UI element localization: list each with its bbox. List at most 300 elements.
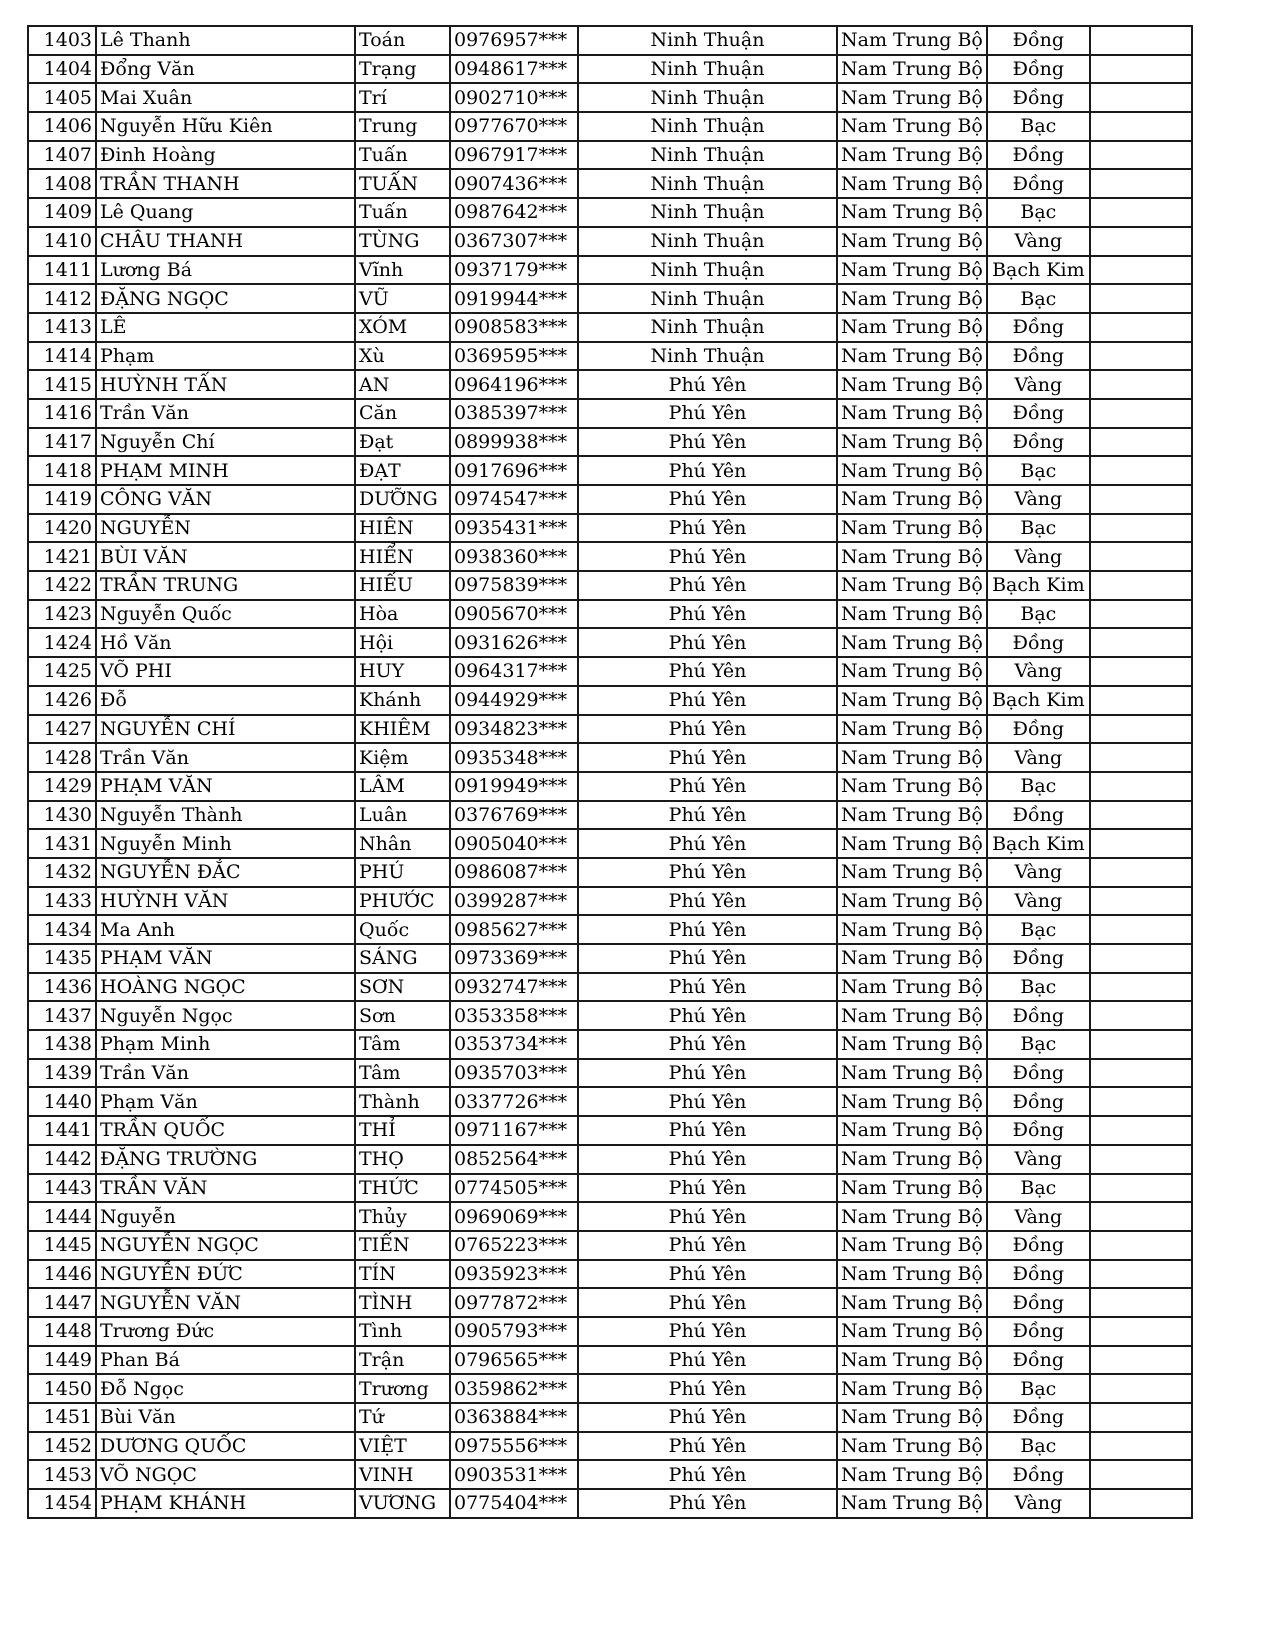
tier-cell: Đồng xyxy=(987,399,1090,428)
note-cell xyxy=(1090,342,1192,371)
phone-cell: 0931626*** xyxy=(450,628,578,657)
given-name-cell: Trí xyxy=(355,83,450,112)
table-row xyxy=(28,26,1192,55)
given-name-cell: Vĩnh xyxy=(355,256,450,285)
note-cell xyxy=(1090,944,1192,973)
tier-cell: Bạch Kim xyxy=(987,571,1090,600)
province-cell: Phú Yên xyxy=(578,1489,837,1518)
region-cell: Nam Trung Bộ xyxy=(837,1288,987,1317)
given-name-cell: HIẾU xyxy=(355,571,450,600)
note-cell xyxy=(1090,1374,1192,1403)
province-cell: Phú Yên xyxy=(578,1374,837,1403)
given-name-cell: Đạt xyxy=(355,428,450,457)
tier-cell: Vàng xyxy=(987,485,1090,514)
surname-cell: HUỲNH VĂN xyxy=(96,887,355,916)
region-cell: Nam Trung Bộ xyxy=(837,198,987,227)
province-cell: Phú Yên xyxy=(578,628,837,657)
province-cell: Phú Yên xyxy=(578,456,837,485)
province-cell: Phú Yên xyxy=(578,743,837,772)
surname-cell: Lương Bá xyxy=(96,256,355,285)
given-name-cell: TIẾN xyxy=(355,1231,450,1260)
surname-cell: ĐẶNG NGỌC xyxy=(96,284,355,313)
table-row xyxy=(28,801,1192,830)
tier-cell: Bạc xyxy=(987,514,1090,543)
note-cell xyxy=(1090,657,1192,686)
row-number-cell: 1403 xyxy=(28,26,96,55)
region-cell: Nam Trung Bộ xyxy=(837,1260,987,1289)
province-cell: Ninh Thuận xyxy=(578,284,837,313)
row-number-cell: 1451 xyxy=(28,1403,96,1432)
note-cell xyxy=(1090,858,1192,887)
table-row xyxy=(28,1346,1192,1375)
row-number-cell: 1413 xyxy=(28,313,96,342)
surname-cell: TRẦN TRUNG xyxy=(96,571,355,600)
given-name-cell: Hòa xyxy=(355,600,450,629)
note-cell xyxy=(1090,772,1192,801)
note-cell xyxy=(1090,1087,1192,1116)
region-cell: Nam Trung Bộ xyxy=(837,1174,987,1203)
phone-cell: 0774505*** xyxy=(450,1174,578,1203)
tier-cell: Đồng xyxy=(987,1116,1090,1145)
note-cell xyxy=(1090,1403,1192,1432)
phone-cell: 0964317*** xyxy=(450,657,578,686)
phone-cell: 0932747*** xyxy=(450,973,578,1002)
province-cell: Ninh Thuận xyxy=(578,198,837,227)
table-row xyxy=(28,1260,1192,1289)
row-number-cell: 1420 xyxy=(28,514,96,543)
phone-cell: 0935431*** xyxy=(450,514,578,543)
given-name-cell: PHÚ xyxy=(355,858,450,887)
tier-cell: Đồng xyxy=(987,628,1090,657)
province-cell: Ninh Thuận xyxy=(578,112,837,141)
surname-cell: Đổng Văn xyxy=(96,55,355,84)
tier-cell: Đồng xyxy=(987,1059,1090,1088)
given-name-cell: Thủy xyxy=(355,1202,450,1231)
province-cell: Phú Yên xyxy=(578,686,837,715)
note-cell xyxy=(1090,112,1192,141)
row-number-cell: 1448 xyxy=(28,1317,96,1346)
row-number-cell: 1429 xyxy=(28,772,96,801)
table-row xyxy=(28,1001,1192,1030)
note-cell xyxy=(1090,456,1192,485)
phone-cell: 0919944*** xyxy=(450,284,578,313)
tier-cell: Đồng xyxy=(987,715,1090,744)
row-number-cell: 1421 xyxy=(28,542,96,571)
region-cell: Nam Trung Bộ xyxy=(837,743,987,772)
row-number-cell: 1422 xyxy=(28,571,96,600)
region-cell: Nam Trung Bộ xyxy=(837,944,987,973)
note-cell xyxy=(1090,284,1192,313)
province-cell: Phú Yên xyxy=(578,1059,837,1088)
tier-cell: Vàng xyxy=(987,542,1090,571)
row-number-cell: 1442 xyxy=(28,1145,96,1174)
surname-cell: Nguyễn Hữu Kiên xyxy=(96,112,355,141)
table-row xyxy=(28,887,1192,916)
surname-cell: NGUYỄN VĂN xyxy=(96,1288,355,1317)
region-cell: Nam Trung Bộ xyxy=(837,485,987,514)
given-name-cell: Nhân xyxy=(355,829,450,858)
province-cell: Ninh Thuận xyxy=(578,313,837,342)
region-cell: Nam Trung Bộ xyxy=(837,342,987,371)
phone-cell: 0964196*** xyxy=(450,370,578,399)
region-cell: Nam Trung Bộ xyxy=(837,370,987,399)
note-cell xyxy=(1090,83,1192,112)
given-name-cell: TÙNG xyxy=(355,227,450,256)
province-cell: Phú Yên xyxy=(578,1145,837,1174)
surname-cell: Nguyễn Chí xyxy=(96,428,355,457)
row-number-cell: 1453 xyxy=(28,1460,96,1489)
row-number-cell: 1423 xyxy=(28,600,96,629)
given-name-cell: XÓM xyxy=(355,313,450,342)
note-cell xyxy=(1090,1202,1192,1231)
given-name-cell: HIÊN xyxy=(355,514,450,543)
note-cell xyxy=(1090,686,1192,715)
region-cell: Nam Trung Bộ xyxy=(837,1202,987,1231)
province-cell: Phú Yên xyxy=(578,915,837,944)
tier-cell: Đồng xyxy=(987,1001,1090,1030)
tier-cell: Bạch Kim xyxy=(987,256,1090,285)
note-cell xyxy=(1090,829,1192,858)
province-cell: Phú Yên xyxy=(578,399,837,428)
row-number-cell: 1415 xyxy=(28,370,96,399)
row-number-cell: 1425 xyxy=(28,657,96,686)
given-name-cell: TUẤN xyxy=(355,169,450,198)
province-cell: Phú Yên xyxy=(578,801,837,830)
surname-cell: Bùi Văn xyxy=(96,1403,355,1432)
surname-cell: PHẠM KHÁNH xyxy=(96,1489,355,1518)
region-cell: Nam Trung Bộ xyxy=(837,169,987,198)
note-cell xyxy=(1090,743,1192,772)
row-number-cell: 1404 xyxy=(28,55,96,84)
table-row xyxy=(28,1059,1192,1088)
phone-cell: 0937179*** xyxy=(450,256,578,285)
region-cell: Nam Trung Bộ xyxy=(837,55,987,84)
tier-cell: Bạch Kim xyxy=(987,686,1090,715)
surname-cell: ĐẶNG TRƯỜNG xyxy=(96,1145,355,1174)
phone-cell: 0359862*** xyxy=(450,1374,578,1403)
region-cell: Nam Trung Bộ xyxy=(837,973,987,1002)
tier-cell: Vàng xyxy=(987,370,1090,399)
phone-cell: 0976957*** xyxy=(450,26,578,55)
row-number-cell: 1437 xyxy=(28,1001,96,1030)
phone-cell: 0908583*** xyxy=(450,313,578,342)
province-cell: Ninh Thuận xyxy=(578,256,837,285)
table-row xyxy=(28,1202,1192,1231)
surname-cell: Nguyễn Ngọc xyxy=(96,1001,355,1030)
given-name-cell: THỌ xyxy=(355,1145,450,1174)
note-cell xyxy=(1090,399,1192,428)
province-cell: Phú Yên xyxy=(578,772,837,801)
tier-cell: Bạc xyxy=(987,284,1090,313)
province-cell: Phú Yên xyxy=(578,887,837,916)
tier-cell: Bạch Kim xyxy=(987,829,1090,858)
row-number-cell: 1443 xyxy=(28,1174,96,1203)
table-row xyxy=(28,169,1192,198)
note-cell xyxy=(1090,1059,1192,1088)
phone-cell: 0775404*** xyxy=(450,1489,578,1518)
given-name-cell: LÂM xyxy=(355,772,450,801)
region-cell: Nam Trung Bộ xyxy=(837,1489,987,1518)
region-cell: Nam Trung Bộ xyxy=(837,829,987,858)
note-cell xyxy=(1090,1432,1192,1461)
row-number-cell: 1408 xyxy=(28,169,96,198)
row-number-cell: 1405 xyxy=(28,83,96,112)
surname-cell: Trần Văn xyxy=(96,1059,355,1088)
note-cell xyxy=(1090,715,1192,744)
row-number-cell: 1410 xyxy=(28,227,96,256)
surname-cell: VÕ PHI xyxy=(96,657,355,686)
winners-table xyxy=(27,25,1193,1519)
region-cell: Nam Trung Bộ xyxy=(837,514,987,543)
phone-cell: 0935348*** xyxy=(450,743,578,772)
tier-cell: Vàng xyxy=(987,1202,1090,1231)
note-cell xyxy=(1090,571,1192,600)
surname-cell: PHẠM MINH xyxy=(96,456,355,485)
region-cell: Nam Trung Bộ xyxy=(837,915,987,944)
row-number-cell: 1444 xyxy=(28,1202,96,1231)
tier-cell: Bạc xyxy=(987,112,1090,141)
phone-cell: 0987642*** xyxy=(450,198,578,227)
given-name-cell: Trung xyxy=(355,112,450,141)
row-number-cell: 1412 xyxy=(28,284,96,313)
surname-cell: Trần Văn xyxy=(96,399,355,428)
tier-cell: Bạc xyxy=(987,198,1090,227)
given-name-cell: Trận xyxy=(355,1346,450,1375)
phone-cell: 0796565*** xyxy=(450,1346,578,1375)
province-cell: Phú Yên xyxy=(578,485,837,514)
row-number-cell: 1419 xyxy=(28,485,96,514)
table-row xyxy=(28,944,1192,973)
table-row xyxy=(28,83,1192,112)
table-body xyxy=(28,26,1192,1518)
tier-cell: Đồng xyxy=(987,83,1090,112)
phone-cell: 0935923*** xyxy=(450,1260,578,1289)
row-number-cell: 1440 xyxy=(28,1087,96,1116)
tier-cell: Bạc xyxy=(987,456,1090,485)
row-number-cell: 1452 xyxy=(28,1432,96,1461)
surname-cell: PHẠM VĂN xyxy=(96,944,355,973)
province-cell: Phú Yên xyxy=(578,514,837,543)
phone-cell: 0905793*** xyxy=(450,1317,578,1346)
phone-cell: 0907436*** xyxy=(450,169,578,198)
given-name-cell: THỈ xyxy=(355,1116,450,1145)
table-row xyxy=(28,628,1192,657)
phone-cell: 0969069*** xyxy=(450,1202,578,1231)
phone-cell: 0977670*** xyxy=(450,112,578,141)
table-row xyxy=(28,1174,1192,1203)
region-cell: Nam Trung Bộ xyxy=(837,428,987,457)
tier-cell: Bạc xyxy=(987,1374,1090,1403)
province-cell: Ninh Thuận xyxy=(578,26,837,55)
tier-cell: Đồng xyxy=(987,313,1090,342)
table-row xyxy=(28,456,1192,485)
tier-cell: Đồng xyxy=(987,55,1090,84)
given-name-cell: Sơn xyxy=(355,1001,450,1030)
tier-cell: Đồng xyxy=(987,1346,1090,1375)
surname-cell: LÊ xyxy=(96,313,355,342)
surname-cell: Mai Xuân xyxy=(96,83,355,112)
region-cell: Nam Trung Bộ xyxy=(837,141,987,170)
province-cell: Phú Yên xyxy=(578,1288,837,1317)
given-name-cell: Tuấn xyxy=(355,141,450,170)
tier-cell: Vàng xyxy=(987,1489,1090,1518)
table-row xyxy=(28,1460,1192,1489)
row-number-cell: 1454 xyxy=(28,1489,96,1518)
phone-cell: 0903531*** xyxy=(450,1460,578,1489)
given-name-cell: Quốc xyxy=(355,915,450,944)
province-cell: Ninh Thuận xyxy=(578,83,837,112)
region-cell: Nam Trung Bộ xyxy=(837,1116,987,1145)
phone-cell: 0399287*** xyxy=(450,887,578,916)
table-row xyxy=(28,715,1192,744)
tier-cell: Đồng xyxy=(987,428,1090,457)
region-cell: Nam Trung Bộ xyxy=(837,1059,987,1088)
province-cell: Phú Yên xyxy=(578,1260,837,1289)
given-name-cell: VƯƠNG xyxy=(355,1489,450,1518)
province-cell: Phú Yên xyxy=(578,428,837,457)
table-row xyxy=(28,370,1192,399)
given-name-cell: Thành xyxy=(355,1087,450,1116)
note-cell xyxy=(1090,1489,1192,1518)
tier-cell: Đồng xyxy=(987,169,1090,198)
phone-cell: 0938360*** xyxy=(450,542,578,571)
given-name-cell: Xù xyxy=(355,342,450,371)
note-cell xyxy=(1090,26,1192,55)
surname-cell: Lê Thanh xyxy=(96,26,355,55)
surname-cell: Đinh Hoàng xyxy=(96,141,355,170)
table-row xyxy=(28,399,1192,428)
table-row xyxy=(28,542,1192,571)
given-name-cell: TÌNH xyxy=(355,1288,450,1317)
given-name-cell: Toán xyxy=(355,26,450,55)
note-cell xyxy=(1090,1231,1192,1260)
region-cell: Nam Trung Bộ xyxy=(837,772,987,801)
phone-cell: 0948617*** xyxy=(450,55,578,84)
table-row xyxy=(28,1489,1192,1518)
province-cell: Phú Yên xyxy=(578,829,837,858)
note-cell xyxy=(1090,169,1192,198)
given-name-cell: Tình xyxy=(355,1317,450,1346)
tier-cell: Vàng xyxy=(987,227,1090,256)
row-number-cell: 1432 xyxy=(28,858,96,887)
province-cell: Ninh Thuận xyxy=(578,342,837,371)
province-cell: Phú Yên xyxy=(578,1174,837,1203)
table-row xyxy=(28,342,1192,371)
phone-cell: 0986087*** xyxy=(450,858,578,887)
given-name-cell: Tâm xyxy=(355,1030,450,1059)
surname-cell: HUỲNH TẤN xyxy=(96,370,355,399)
note-cell xyxy=(1090,1288,1192,1317)
surname-cell: Trần Văn xyxy=(96,743,355,772)
tier-cell: Bạc xyxy=(987,1174,1090,1203)
region-cell: Nam Trung Bộ xyxy=(837,83,987,112)
given-name-cell: VŨ xyxy=(355,284,450,313)
phone-cell: 0967917*** xyxy=(450,141,578,170)
region-cell: Nam Trung Bộ xyxy=(837,1001,987,1030)
table-row xyxy=(28,858,1192,887)
surname-cell: NGUYỄN NGỌC xyxy=(96,1231,355,1260)
table-row xyxy=(28,227,1192,256)
region-cell: Nam Trung Bộ xyxy=(837,399,987,428)
surname-cell: Nguyễn Quốc xyxy=(96,600,355,629)
region-cell: Nam Trung Bộ xyxy=(837,1460,987,1489)
row-number-cell: 1411 xyxy=(28,256,96,285)
surname-cell: Lê Quang xyxy=(96,198,355,227)
phone-cell: 0353358*** xyxy=(450,1001,578,1030)
tier-cell: Vàng xyxy=(987,657,1090,686)
tier-cell: Bạc xyxy=(987,973,1090,1002)
table-row xyxy=(28,313,1192,342)
surname-cell: Hồ Văn xyxy=(96,628,355,657)
table-row xyxy=(28,1374,1192,1403)
phone-cell: 0902710*** xyxy=(450,83,578,112)
table-row xyxy=(28,198,1192,227)
surname-cell: TRẦN QUỐC xyxy=(96,1116,355,1145)
row-number-cell: 1424 xyxy=(28,628,96,657)
tier-cell: Đồng xyxy=(987,801,1090,830)
note-cell xyxy=(1090,628,1192,657)
note-cell xyxy=(1090,1317,1192,1346)
region-cell: Nam Trung Bộ xyxy=(837,1403,987,1432)
region-cell: Nam Trung Bộ xyxy=(837,1432,987,1461)
given-name-cell: THỨC xyxy=(355,1174,450,1203)
table-row xyxy=(28,141,1192,170)
phone-cell: 0944929*** xyxy=(450,686,578,715)
region-cell: Nam Trung Bộ xyxy=(837,628,987,657)
province-cell: Phú Yên xyxy=(578,600,837,629)
surname-cell: Nguyễn xyxy=(96,1202,355,1231)
row-number-cell: 1438 xyxy=(28,1030,96,1059)
phone-cell: 0376769*** xyxy=(450,801,578,830)
province-cell: Phú Yên xyxy=(578,1317,837,1346)
province-cell: Phú Yên xyxy=(578,542,837,571)
phone-cell: 0934823*** xyxy=(450,715,578,744)
province-cell: Ninh Thuận xyxy=(578,141,837,170)
given-name-cell: HIỂN xyxy=(355,542,450,571)
phone-cell: 0975839*** xyxy=(450,571,578,600)
surname-cell: HOÀNG NGỌC xyxy=(96,973,355,1002)
surname-cell: Đỗ xyxy=(96,686,355,715)
surname-cell: VÕ NGỌC xyxy=(96,1460,355,1489)
table-row xyxy=(28,772,1192,801)
table-row xyxy=(28,686,1192,715)
phone-cell: 0975556*** xyxy=(450,1432,578,1461)
region-cell: Nam Trung Bộ xyxy=(837,456,987,485)
table-row xyxy=(28,112,1192,141)
tier-cell: Vàng xyxy=(987,858,1090,887)
note-cell xyxy=(1090,973,1192,1002)
region-cell: Nam Trung Bộ xyxy=(837,227,987,256)
tier-cell: Đồng xyxy=(987,944,1090,973)
surname-cell: Phan Bá xyxy=(96,1346,355,1375)
note-cell xyxy=(1090,141,1192,170)
surname-cell: DƯƠNG QUỐC xyxy=(96,1432,355,1461)
surname-cell: Phạm Văn xyxy=(96,1087,355,1116)
row-number-cell: 1431 xyxy=(28,829,96,858)
table-row xyxy=(28,1030,1192,1059)
given-name-cell: ĐẠT xyxy=(355,456,450,485)
region-cell: Nam Trung Bộ xyxy=(837,1030,987,1059)
phone-cell: 0977872*** xyxy=(450,1288,578,1317)
region-cell: Nam Trung Bộ xyxy=(837,1087,987,1116)
table-row xyxy=(28,1087,1192,1116)
row-number-cell: 1450 xyxy=(28,1374,96,1403)
table-row xyxy=(28,657,1192,686)
table-row xyxy=(28,284,1192,313)
phone-cell: 0917696*** xyxy=(450,456,578,485)
given-name-cell: Tuấn xyxy=(355,198,450,227)
surname-cell: NGUYỄN xyxy=(96,514,355,543)
